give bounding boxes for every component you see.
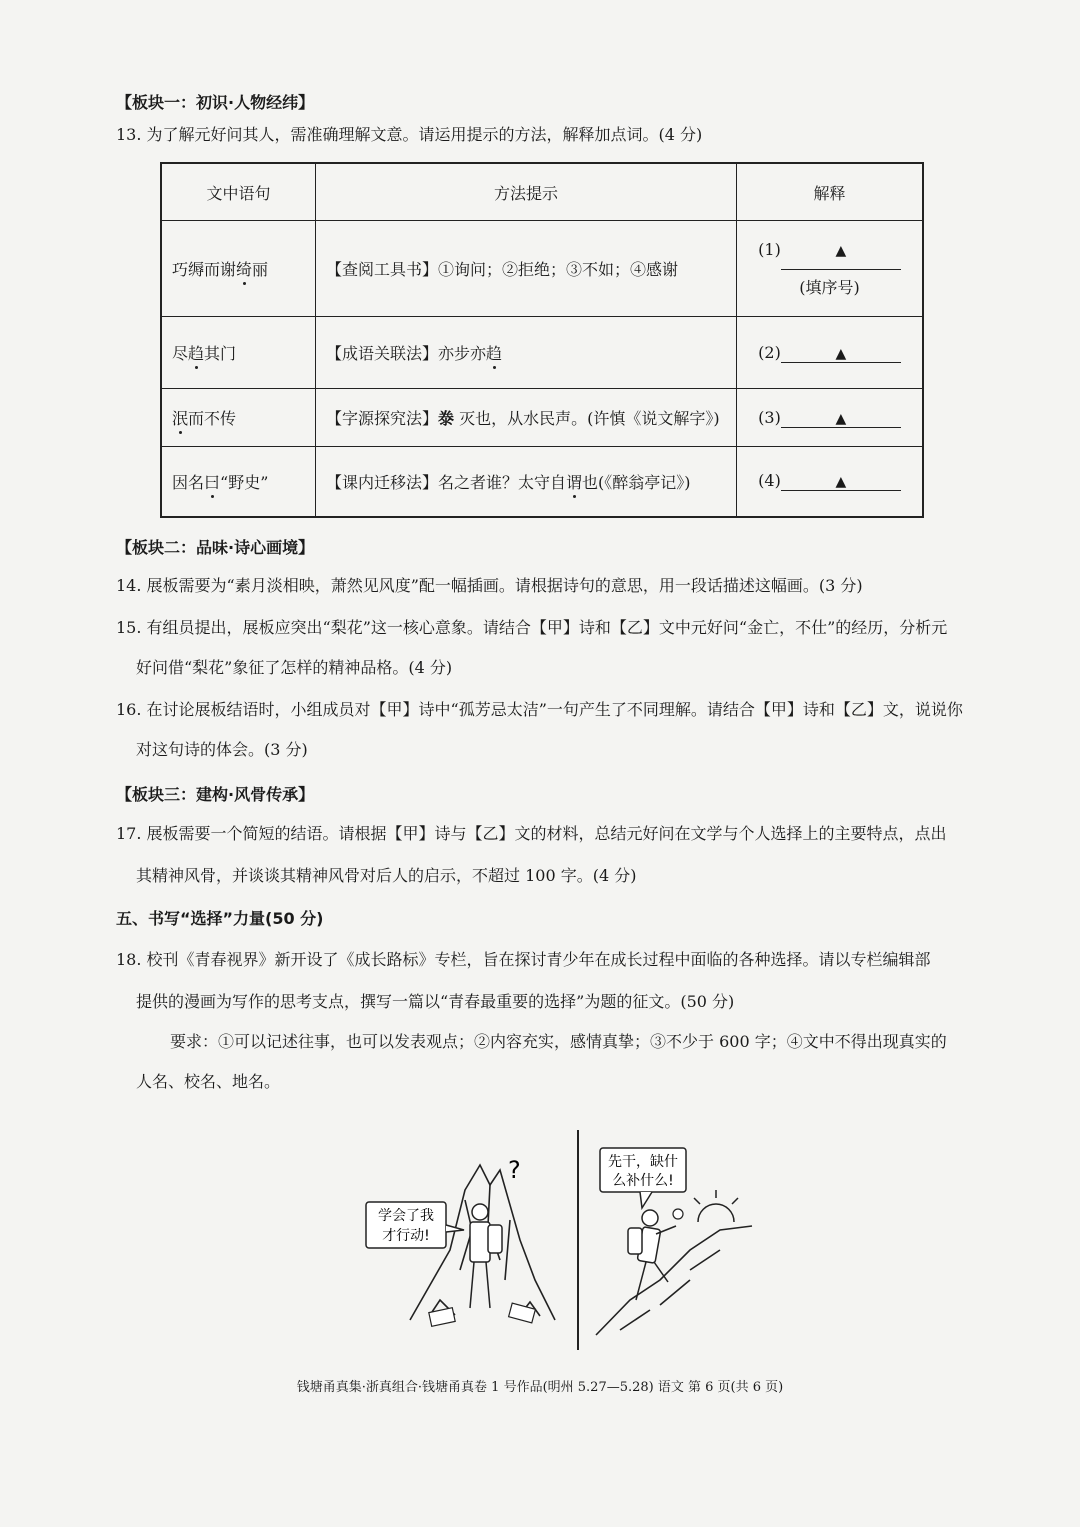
- question-16-line-1: 16. 在讨论展板结语时，小组成员对【甲】诗中“孤芳忌太洁”一句产生了不同理解。请结合【甲】诗和【乙】文，说说你: [116, 700, 963, 719]
- question-18-line-1: 18. 校刊《青春视界》新开设了《成长路标》专栏，旨在探讨青少年在成长过程中面临的各种选择。请以专栏编辑部: [116, 950, 931, 969]
- answer-blank[interactable]: [781, 232, 901, 270]
- table-row: [161, 221, 923, 317]
- section-5-title: 五、书写“选择”力量(50 分): [116, 909, 324, 928]
- method-text: 【字源探究法】: [326, 409, 439, 428]
- question-18-line-2: 提供的漫画为写作的思考支点，撰写一篇以“青春最重要的选择”为题的征文。(50 分): [136, 992, 735, 1011]
- answer-number: (1): [758, 239, 781, 259]
- dotted-word: 绮: [236, 260, 253, 279]
- answer-cell: [737, 389, 924, 447]
- left-bubble-text: 学会了我: [378, 1208, 434, 1224]
- sentence-text: 因名: [172, 472, 205, 492]
- answer-cell: [737, 221, 924, 317]
- section-3-title: 【板块三：建构·风骨传承】: [116, 785, 315, 804]
- method-text: 灭也，从水民声。(许慎《说文解字》): [454, 409, 720, 428]
- section-2-title: 【板块二：品味·诗心画境】: [116, 538, 315, 557]
- triangle-mark: ▲: [835, 345, 847, 362]
- table-header: 方法提示: [316, 163, 737, 221]
- answer-note: (填序号): [799, 277, 860, 297]
- triangle-mark: ▲: [835, 474, 847, 491]
- seal-glyph: 𣳾: [438, 409, 455, 428]
- answer-cell: [737, 317, 924, 389]
- table-row: [161, 447, 923, 517]
- sentence-cell: [161, 447, 316, 517]
- sentence-text: 巧缛而谢: [172, 260, 237, 279]
- answer-cell: [737, 447, 924, 517]
- answer-number: (3): [758, 407, 781, 427]
- hill-icon: [596, 1226, 752, 1335]
- table-header: 解释: [737, 163, 924, 221]
- dotted-word: 曰: [204, 472, 221, 492]
- answer-number: (2): [758, 342, 781, 362]
- answer-number: (4): [758, 471, 781, 491]
- table-header: 文中语句: [161, 163, 316, 221]
- sentence-cell: [161, 317, 316, 389]
- method-text: 【课内迁移法】名之者谁？太守自: [326, 472, 567, 492]
- dotted-word: 谓: [566, 472, 583, 492]
- dotted-word: 趋: [486, 344, 503, 363]
- standing-hiker-icon: [470, 1204, 502, 1308]
- question-16-line-2: 对这句诗的体会。(3 分): [136, 740, 308, 759]
- requirements-line-1: 要求：①可以记述往事，也可以发表观点；②内容充实，感情真挚；③不少于 600 字；④文中不得出现真实的: [170, 1032, 947, 1051]
- method-cell: [316, 317, 737, 389]
- right-bubble-text: 先干，缺什: [608, 1154, 678, 1170]
- sentence-text: “野史”: [220, 472, 269, 492]
- lightbulb-icon: [673, 1209, 683, 1219]
- sentence-cell: [161, 389, 316, 447]
- question-17-line-1: 17. 展板需要一个简短的结语。请根据【甲】诗与【乙】文的材料，总结元好问在文学与个人选择上的主要特点，点出: [116, 824, 947, 843]
- sentence-text: 其门: [204, 344, 237, 363]
- sentence-text: 而不传: [188, 409, 237, 428]
- question-15-line-1: 15. 有组员提出，展板应突出“梨花”这一核心意象。请结合【甲】诗和【乙】文中元好问“金亡，不仕”的经历，分析元: [116, 618, 948, 637]
- left-bubble-text: 才行动!: [382, 1228, 430, 1244]
- question-mark-icon: ?: [508, 1156, 521, 1184]
- cartoon-illustration: [360, 1130, 760, 1355]
- climbing-hiker-icon: [628, 1210, 676, 1300]
- method-cell: [316, 389, 737, 447]
- answer-blank[interactable]: [781, 408, 901, 428]
- method-text: 也(《醉翁亭记》): [582, 472, 691, 492]
- scattered-books-icon: [429, 1303, 536, 1326]
- sentence-cell: [161, 221, 316, 317]
- question-14: 14. 展板需要为“素月淡相映，萧然见风度”配一幅插画。请根据诗句的意思，用一段话描述这幅画。(3 分): [116, 576, 863, 595]
- method-cell: 【查阅工具书】①询问；②拒绝；③不如；④感谢: [316, 221, 737, 317]
- dotted-word: 泯: [172, 409, 189, 428]
- question-17-line-2: 其精神风骨，并谈谈其精神风骨对后人的启示，不超过 100 字。(4 分): [136, 866, 637, 885]
- requirements-line-2: 人名、校名、地名。: [136, 1072, 281, 1091]
- table-row: [161, 389, 923, 447]
- dotted-word: 趋: [188, 344, 205, 363]
- triangle-mark: ▲: [835, 242, 847, 259]
- sun-icon: [694, 1190, 738, 1222]
- sentence-text: 丽: [252, 260, 269, 279]
- right-bubble-text: 么补什么!: [612, 1173, 674, 1189]
- table-header-row: [161, 163, 923, 221]
- method-text: 【成语关联法】亦步亦: [326, 344, 487, 363]
- answer-blank[interactable]: [781, 471, 901, 491]
- question-13: 13. 为了解元好问其人，需准确理解文意。请运用提示的方法，解释加点词。(4 分): [116, 125, 703, 144]
- section-1-title: 【板块一：初识·人物经纬】: [116, 93, 315, 112]
- sentence-text: 尽: [172, 344, 189, 363]
- question-15-line-2: 好问借“梨花”象征了怎样的精神品格。(4 分): [136, 658, 453, 677]
- answer-table: [160, 162, 924, 518]
- answer-blank[interactable]: [781, 343, 901, 363]
- page-footer: 钱塘甬真集·浙真组合·钱塘甬真卷 1 号作品(明州 5.27—5.28) 语文 第 6 页(共 6 页): [296, 1380, 784, 1395]
- triangle-mark: ▲: [835, 410, 847, 427]
- table-row: [161, 317, 923, 389]
- method-cell: [316, 447, 737, 517]
